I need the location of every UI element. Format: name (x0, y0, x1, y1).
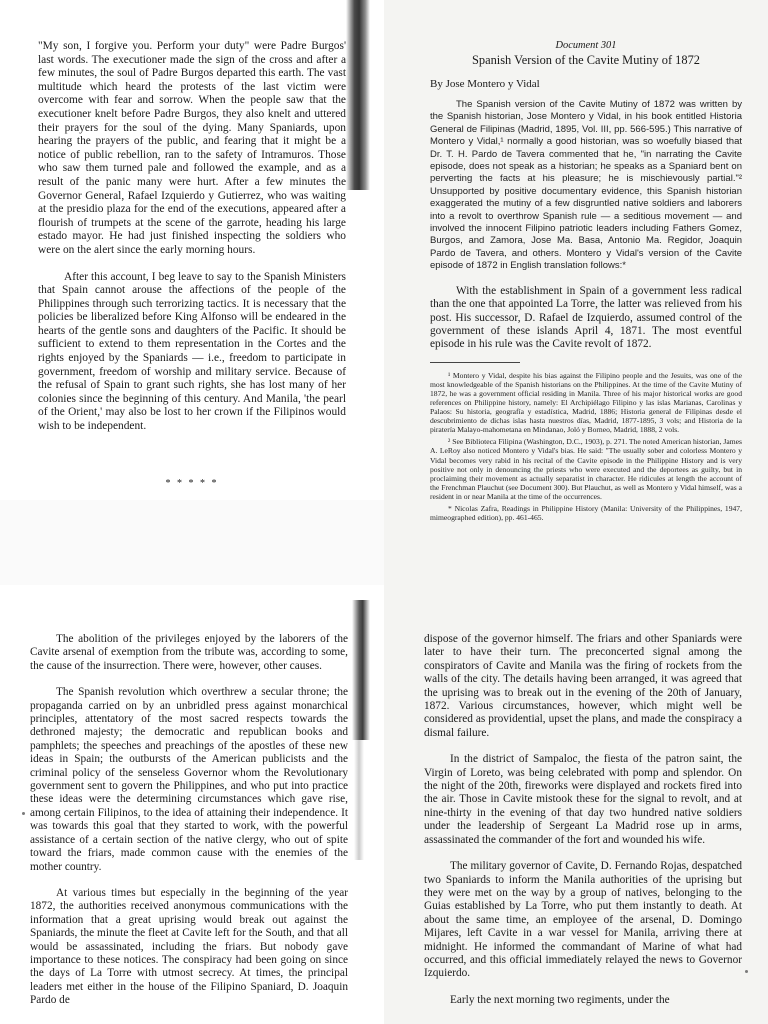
document-title: Spanish Version of the Cavite Mutiny of 1872 (472, 53, 700, 67)
paragraph: "My son, I forgive you. Perform your duty" were Padre Burgos' last words. The executioner made the sign of the cross and after a few minutes, the soul of Padre Burgos departed this earth. The vast multitude which heard the protests of the last victim were overcome with fear and sorrow. When the people saw that the executioner knelt before Padre Burgos, they also knelt and uttered their prayers for the soul of the dying. Many Spaniards, upon hearing the prayers of the public, and fearing that it might be a notice of public rebellion, ran to the safety of Intramuros. Those who saw them turned pale and followed the example, and as a result of the panic many were hurt. After a few minutes the Governor General, Rafael Izquierdo y Gutierrez, who was waiting at the presidio plaza for the end of the executions, appeared after a flourish of trumpets at the scene of the garrote, heading his large estado mayor. He had just finished inspecting the soldiers who were on the alert since the early morning hours. (38, 40, 346, 256)
page-bottom-right (384, 585, 768, 1024)
document-byline: By Jose Montero y Vidal (430, 78, 540, 90)
page-text (38, 40, 346, 434)
scan-speck (745, 970, 748, 973)
section-separator: * * * * * (165, 478, 219, 489)
page-top-left (0, 0, 384, 500)
footnote: * Nicolas Zafra, Readings in Philippine History (Manila: University of the Philippines, 1947, mimeographed edition), pp. 461-465. (430, 504, 742, 523)
paragraph: At various times but especially in the beginning of the year 1872, the authorities received anonymous communications with the information that a great uprising would break out against the Spaniards, the minute the fleet at Cavite left for the South, and that all would be assassinated, including the friars. But nobody gave importance to these notices. The conspiracy had been going on since the days of La Torre with utmost secrecy. At times, the principal leaders met either in the house of the Filipino Spaniard, D. Joaquin Pardo de (30, 886, 348, 1007)
page-text (30, 633, 348, 1008)
binding-shadow (352, 600, 370, 740)
page-text (424, 633, 742, 1007)
blank-gap (0, 500, 384, 585)
scan-speck (22, 812, 25, 815)
binding-shadow (354, 740, 364, 860)
paragraph: In the district of Sampaloc, the fiesta of the patron saint, the Virgin of Loreto, was being celebrated with pomp and splendor. On the night of the 20th, fireworks were displayed and rockets fired into the air. Those in Cavite mistook these for the signal to revolt, and at nine-thirty in the evening of that day two hundred native soldiers under the leadership of Sergeant La Madrid rose up in arms, assassinated the commander of the fort and wounded his wife. (424, 753, 742, 846)
paragraph: The Spanish revolution which overthrew a secular throne; the propaganda carried on by an unbridled press against monarchical principles, attentatory of the most sacred respects towards the dethroned majesty; the democratic and republican books and pamphlets; the speeches and preachings of the apostles of these new ideas in Spain; the outbursts of the American publicists and the criminal policy of the senseless Governor whom the Revolutionary government sent to govern the Philippines, and who put into practice these ideas were the determining circumstances which gave rise, among certain Filipinos, to the idea of attaining their independence. It was towards this goal that they started to work, with the powerful assistance of a certain section of the native clergy, who out of spite toward the friars, made common cause with the enemies of the mother country. (30, 686, 348, 873)
paragraph: dispose of the governor himself. The friars and other Spaniards were later to have their turn. The preconcerted signal among the conspirators of Cavite and Manila was the firing of rockets from the walls of the city. The details having been arranged, it was agreed that the uprising was to break out in the evening of the 20th of January, 1872. Various circumstances, however, which might well be considered as providential, upset the plans, and made the conspiracy a dismal failure. (424, 633, 742, 739)
document-301 (430, 40, 742, 525)
binding-shadow (346, 0, 370, 190)
page-bottom-left (0, 585, 384, 1024)
footnote: ² See Biblioteca Filipina (Washington, D.C., 1903), p. 271. The noted American historian, James A. LeRoy also noticed Montero y Vidal's bias. He said: "The usually sober and colorless Montero y Vidal becomes very rabid in his recital of the Cavite episode in the Philippine History and is very positive not only in denouncing the priests who were executed and the deportees as guilty, but in proclaiming their movement as actually separatist in character. He ridicules at length the account of the Frenchman Plauchut (see Document 300). But Plauchut, as well as Montero y Vidal himself, was a resident in or near Manila at the time of the occurrences. (430, 437, 742, 501)
paragraph: Early the next morning two regiments, under the (450, 993, 670, 1006)
paragraph: With the establishment in Spain of a government less radical than the one that appointed La Torre, the latter was relieved from his post. His successor, D. Rafael de Izquierdo, assumed control of the government of these islands April 4, 1871. The most eventful episode in his rule was the Cavite revolt of 1872. (430, 284, 742, 351)
footnote: ¹ Montero y Vidal, despite his bias against the Filipino people and the Jesuits, was one of the most knowledgeable of the Spanish historians on the Philippines. At the time of the Cavite Mutiny of 1872, he was a government official residing in Manila. Three of his major historical works are good references on Philippine history, namely: El Archipiélago Filipino y las islas Marianas, Carolinas y Palaos: Su historia, geografía y estadística, Madrid, 1886; Historia general de Filipinas desde el descubrimiento de dichas islas hasta nuestros días, Madrid, 1877-1895, 3 vols; and Historia de la piratería Malayo-mahometana en Mindanao, Joló y Borneo, Madrid, 1888, 2 vols. (430, 370, 742, 435)
footnote-rule (430, 362, 520, 363)
paragraph: The abolition of the privileges enjoyed by the laborers of the Cavite arsenal of exemption from the tribute was, according to some, the cause of the insurrection. There were, however, other causes. (30, 633, 348, 672)
page-top-right (384, 0, 768, 585)
editor-intro: The Spanish version of the Cavite Mutiny of 1872 was written by the Spanish historian, Jose Montero y Vidal, in his book entitled Historia General de Filipinas (Madrid, 1895, Vol. III, pp. 566-595.) This narrative of Montero y Vidal,¹ normally a good historian, was so woefully biased that Dr. T. H. Pardo de Tavera commented that he, "in narrating the Cavite episode, does not speak as a historian; he speaks as a Spaniard bent on perverting the facts at his pleasure; he is mischievously partial."² Unsupported by positive documentary evidence, this Spanish historian exaggerated the mutiny of a few disgruntled native soldiers and laborers into a revolt to overthrow Spanish rule — a seditious movement — and involved the innocent Filipino patriotic leaders including Fathers Gomez, Burgos, and Zamora, Jose Ma. Basa, Antonio Ma. Regidor, Joaquin Pardo de Tavera, and others. Montero y Vidal's version of the Cavite episode of 1872 in English translation follows:* (430, 99, 742, 272)
paragraph: The military governor of Cavite, D. Fernando Rojas, despatched two Spaniards to inform the Manila authorities of the uprising but they were met on the way by a group of natives, belonging to the Guias established by La Torre, who put them instantly to death. At about the same time, an employee of the arsenal, D. Domingo Mijares, left Cavite in a war vessel for Manila, arriving there at midnight. He informed the commandant of Marine of what had occurred, and this official immediately relayed the news to Governor Izquierdo. (424, 860, 742, 980)
paragraph: After this account, I beg leave to say to the Spanish Ministers that Spain cannot arouse the affections of the people of the Philippines through such terrorizing tactics. It is necessary that the policies be liberalized before King Alfonso will be endeared in the hearts of the gentle sons and daughters of the Pacific. It should be sufficient to extend to them representation in the Cortes and the rights enjoyed by the Spaniards — i.e., freedom to participate in government, freedom of worship and military service. Because of the refusal of Spain to grant such rights, she has lost many of her colonies since the beginning of this century. And Manila, 'the pearl of the Orient,' may also be lost to her crown if the Filipinos would wish to be independent. (38, 270, 346, 433)
document-label: Document 301 (555, 40, 617, 51)
